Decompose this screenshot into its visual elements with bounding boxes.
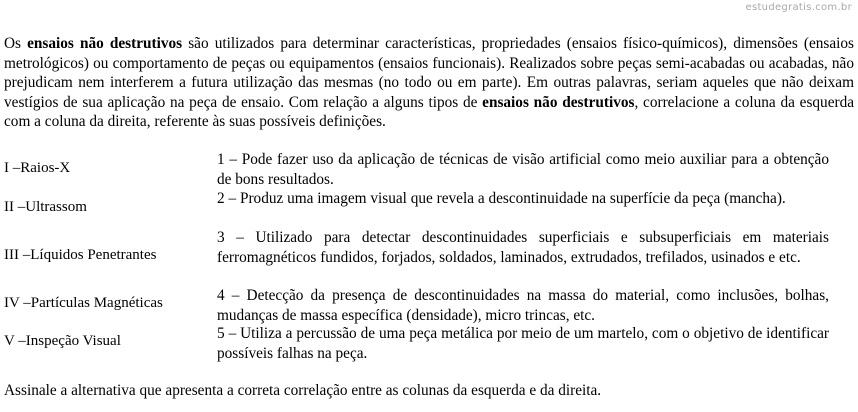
right-item-4: 4 – Detecção da presença de descontinuidades na massa do material, como inclusões, bolhas, mudanças de massa específica (densidade), micro trincas, etc.	[217, 287, 829, 324]
right-item-5: 5 – Utiliza a percussão de uma peça metálica por meio de um martelo, com o objetivo de identificar possíveis falhas na peça.	[217, 325, 829, 362]
right-item-2: 2 – Produz uma imagem visual que revela a descontinuidade na superfície da peça (mancha).	[217, 190, 786, 207]
right-item-1: 1 – Pode fazer uso da aplicação de técnicas de visão artificial como meio auxiliar para a obtenção de bons resultados.	[217, 151, 829, 188]
left-item-inspecao-visual: V –Inspeção Visual	[4, 333, 121, 349]
intro-text-3: , correlacione a coluna da esquerda com a coluna da direita, referente às suas possíveis definições.	[4, 93, 855, 130]
left-item-raios-x: I –Raios-X	[4, 160, 71, 176]
intro-text-2: são utilizados para determinar características, propriedades (ensaios físico-químicos), dimensões (ensaios metrológicos) ou comportamento de peças ou equipamentos (ensaios funcionais). Realizados sobre peças semi-acabadas ou acabadas, não prejudicam nem interferem a futura utilização das mesmas (no todo ou em parte). Em outras palavras, seriam aqueles que não deixam vestígios de sua aplicação na peça de ensaio. Com relação a alguns tipos de	[4, 35, 855, 111]
intro-bold-2: ensaios não destrutivos	[482, 93, 635, 111]
site-watermark: estudegratis.com.br	[745, 2, 852, 13]
left-item-liquidos-penetrantes: III –Líquidos Penetrantes	[4, 247, 157, 263]
intro-bold-1: ensaios não destrutivos	[27, 35, 183, 52]
left-item-ultrassom: II –Ultrassom	[4, 199, 87, 215]
right-item-3: 3 – Utilizado para detectar descontinuidades superficiais e subsuperficiais em materiais ferromagnéticos fundidos, forjados, soldados, laminados, extrudados, trefilados, usinados e etc.	[217, 229, 829, 266]
question-instruction: Assinale a alternativa que apresenta a correta correlação entre as colunas da esquerda e da direita.	[4, 382, 602, 399]
intro-text-1: Os	[4, 35, 28, 52]
question-intro	[4, 34, 854, 132]
left-item-particulas-magneticas: IV –Partículas Magnéticas	[4, 295, 163, 311]
